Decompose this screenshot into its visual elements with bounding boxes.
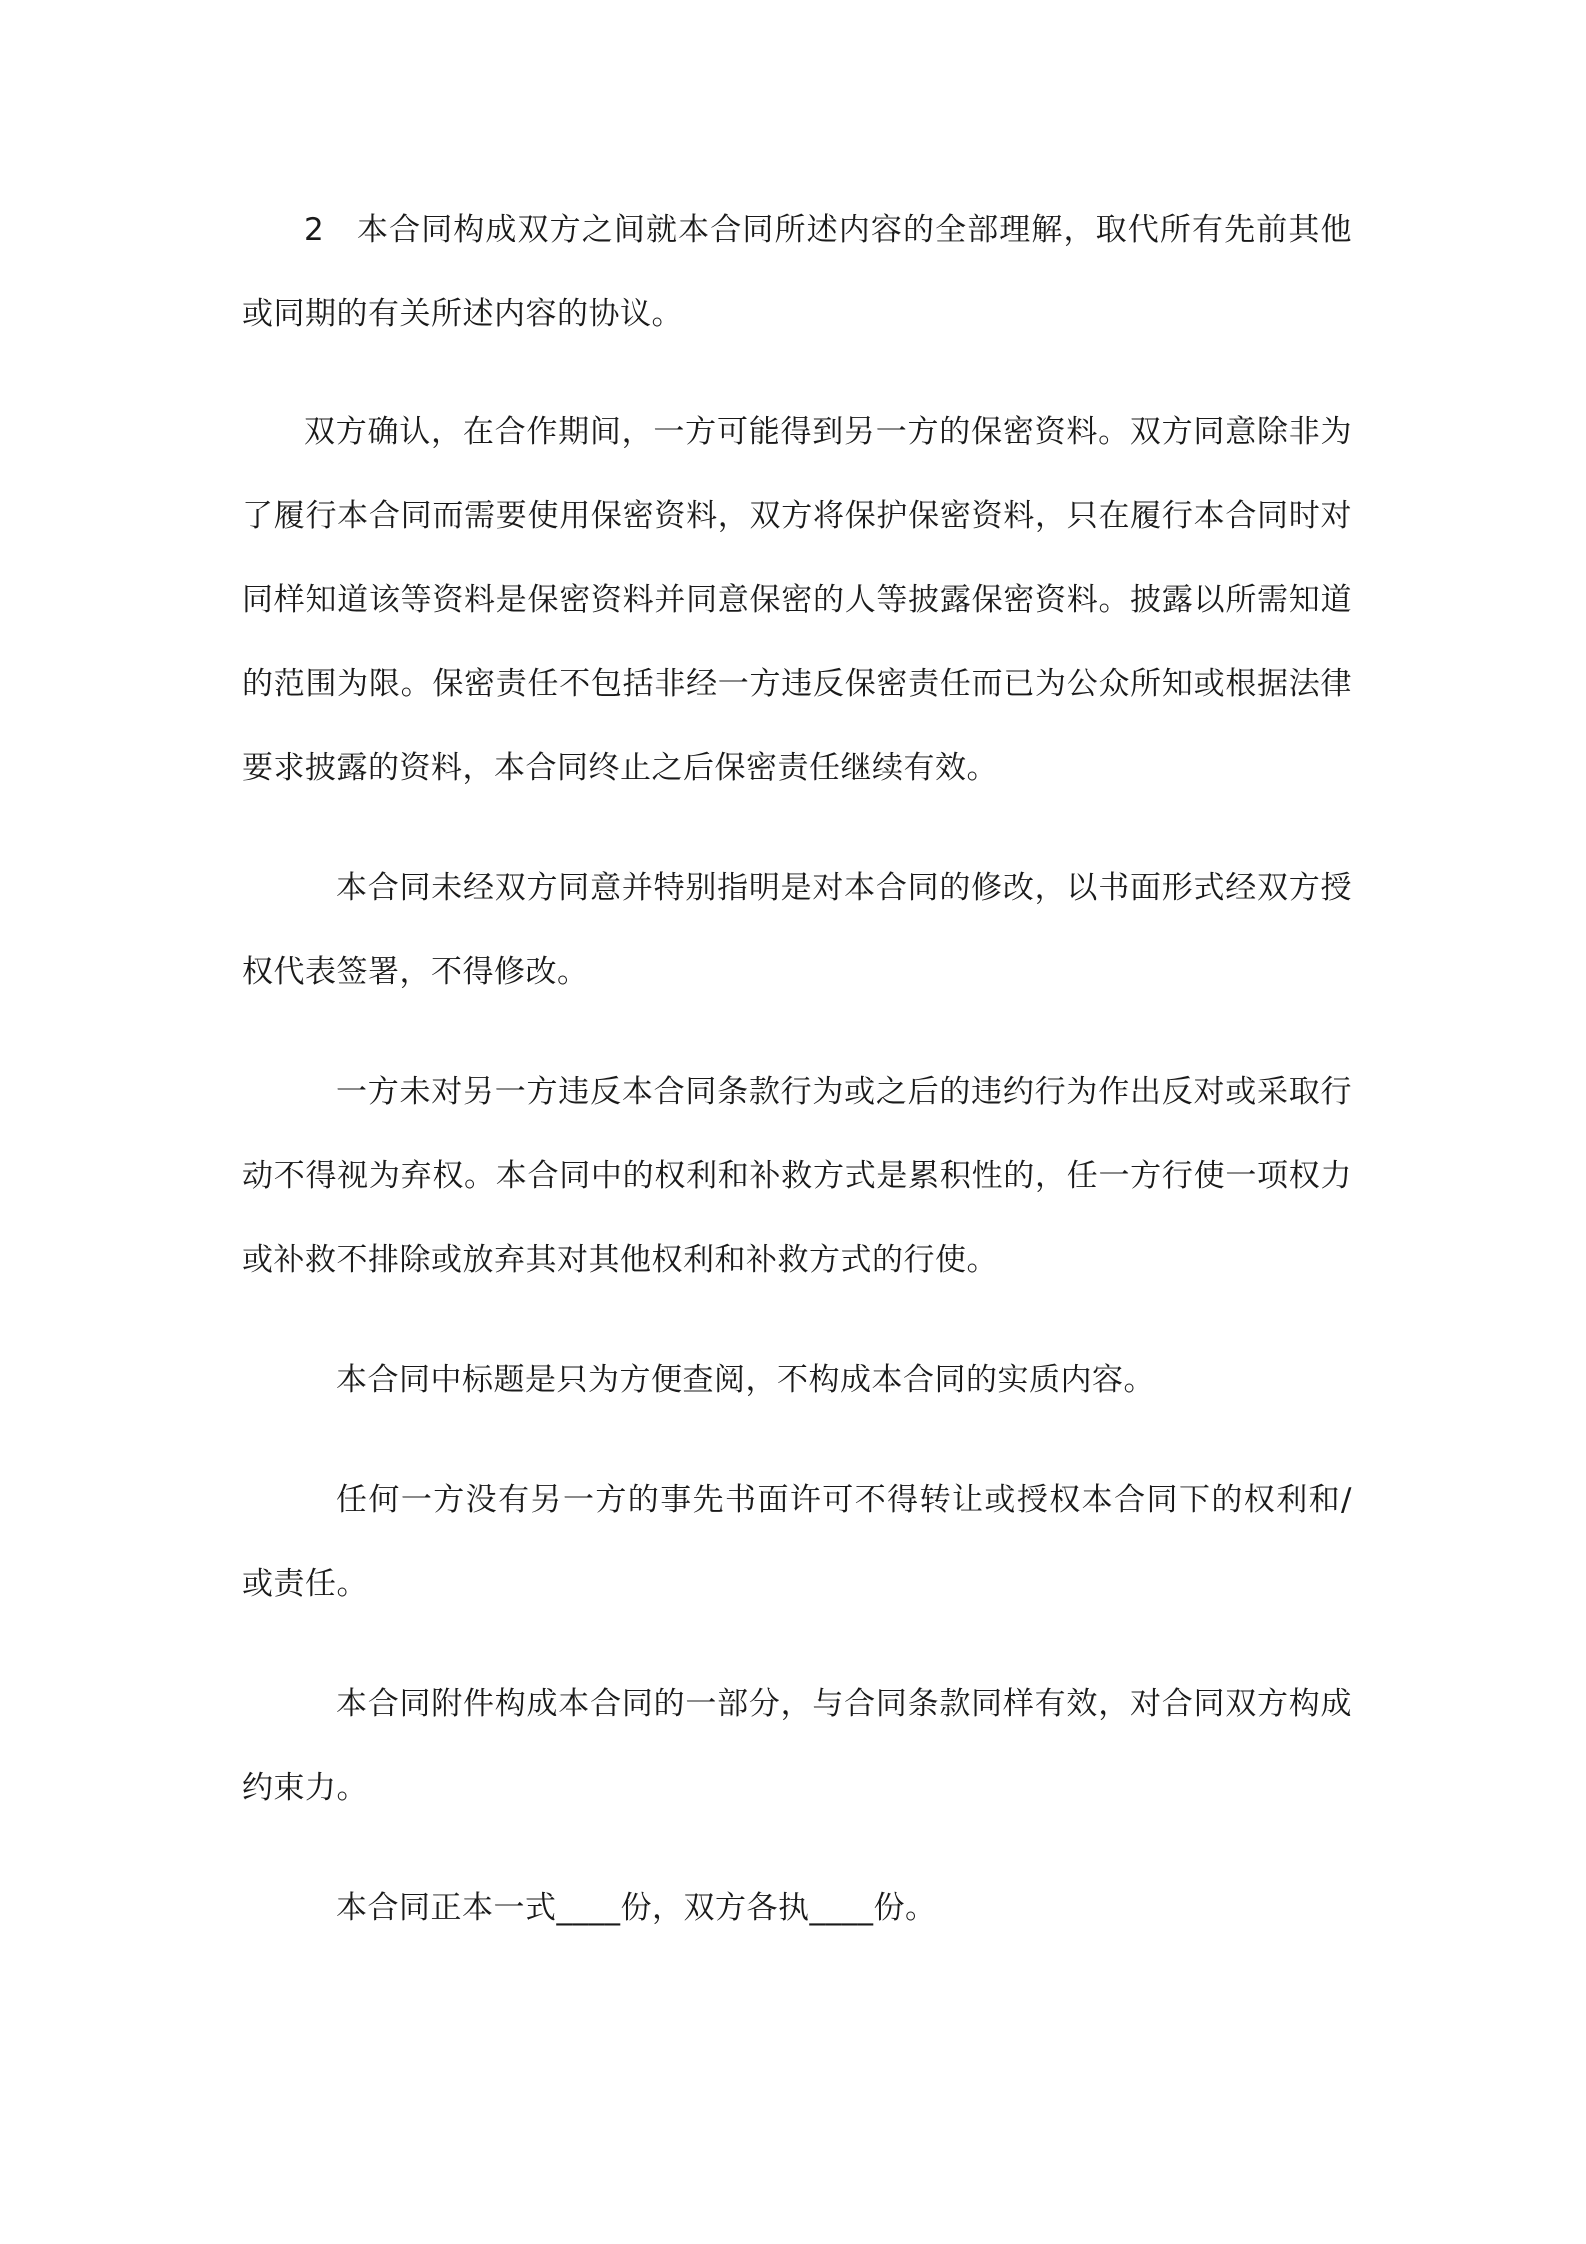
paragraph-counterparts: 本合同正本一式____份，双方各执____份。 [336, 1890, 937, 1926]
paragraph-headings: 本合同中标题是只为方便查阅，不构成本合同的实质内容。 [336, 1362, 1155, 1398]
paragraph-confidentiality: 双方确认，在合作期间，一方可能得到另一方的保密资料。双方同意除非为了履行本合同而需要使用保密资料，双方将保护保密资料，只在履行本合同时对同样知道该等资料是保密资料并同意保密的人等披露保密资料。披露以所需知道的范围为限。保密责任不包括非经一方违反保密责任而已为公众所知或根据法律要求披露的资料，本合同终止之后保密责任继续有效。 [242, 414, 1352, 786]
paragraph-amendment: 本合同未经双方同意并特别指明是对本合同的修改，以书面形式经双方授权代表签署，不得修改。 [242, 870, 1352, 990]
paragraph-entire-agreement: 2 本合同构成双方之间就本合同所述内容的全部理解，取代所有先前其他或同期的有关所述内容的协议。 [242, 212, 1352, 332]
paragraph-assignment: 任何一方没有另一方的事先书面许可不得转让或授权本合同下的权利和/或责任。 [242, 1482, 1352, 1602]
paragraph-waiver: 一方未对另一方违反本合同条款行为或之后的违约行为作出反对或采取行动不得视为弃权。本合同中的权利和补救方式是累积性的，任一方行使一项权力或补救不排除或放弃其对其他权利和补救方式的行使。 [242, 1074, 1352, 1278]
paragraph-appendices: 本合同附件构成本合同的一部分，与合同条款同样有效，对合同双方构成约束力。 [242, 1686, 1352, 1806]
